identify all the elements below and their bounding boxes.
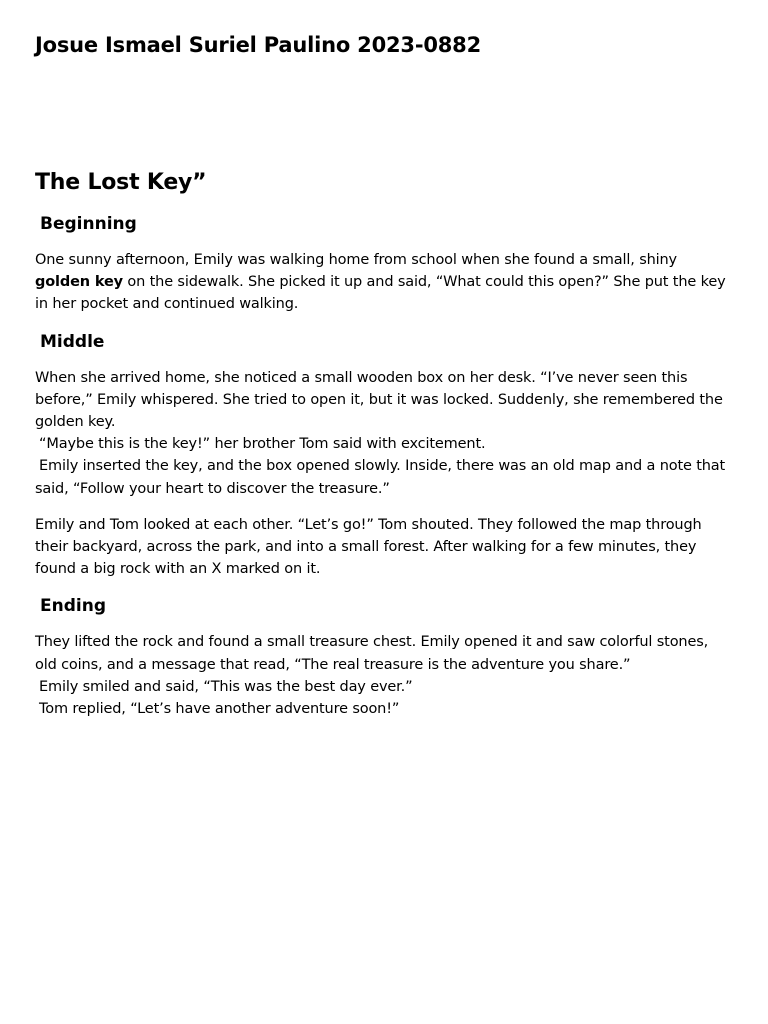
author-line: Josue Ismael Suriel Paulino 2023-0882 (35, 33, 481, 57)
text-line: in her pocket and continued walking. (35, 296, 299, 313)
section-heading-ending: Ending (40, 596, 106, 617)
text-line: One sunny afternoon, Emily was walking home from school when she found a small, shiny (35, 252, 677, 268)
ending-paragraph (35, 631, 735, 720)
text-line: Tom replied, “Let’s have another adventure soon!” (39, 701, 400, 718)
middle-paragraph-2 (35, 514, 735, 581)
text-line: found a big rock with an X marked on it. (35, 561, 321, 578)
beginning-paragraph (35, 249, 735, 316)
text-line: Emily inserted the key, and the box opened slowly. Inside, there was an old map and a note that (39, 458, 726, 475)
text-line: They lifted the rock and found a small treasure chest. Emily opened it and saw colorful stones, (35, 634, 709, 651)
text-segment: on the sidewalk. She picked it up and said, “What could this open?” She put the key (122, 274, 726, 291)
text-line: golden key. (35, 414, 116, 431)
bold-phrase: golden key (35, 274, 123, 291)
section-heading-middle: Middle (40, 331, 105, 352)
section-heading-beginning: Beginning (40, 214, 137, 234)
text-line: said, “Follow your heart to discover the treasure.” (35, 480, 390, 497)
text-line: their backyard, across the park, and into a small forest. After walking for a few minutes, they (35, 539, 697, 556)
story-body (35, 212, 735, 734)
story-title: The Lost Key” (35, 170, 207, 195)
text-line (35, 271, 735, 293)
text-line: “Maybe this is the key!” her brother Tom said with excitement. (39, 436, 486, 453)
text-line: Emily and Tom looked at each other. “Let’s go!” Tom shouted. They followed the map through (35, 516, 702, 533)
text-line: When she arrived home, she noticed a small wooden box on her desk. “I’ve never seen this (35, 369, 688, 386)
text-line: before,” Emily whispered. She tried to open it, but it was locked. Suddenly, she remembered the (35, 391, 723, 408)
text-line: Emily smiled and said, “This was the best day ever.” (39, 678, 413, 695)
text-line: old coins, and a message that read, “The real treasure is the adventure you share.” (35, 656, 631, 673)
middle-paragraph-1 (35, 367, 735, 500)
